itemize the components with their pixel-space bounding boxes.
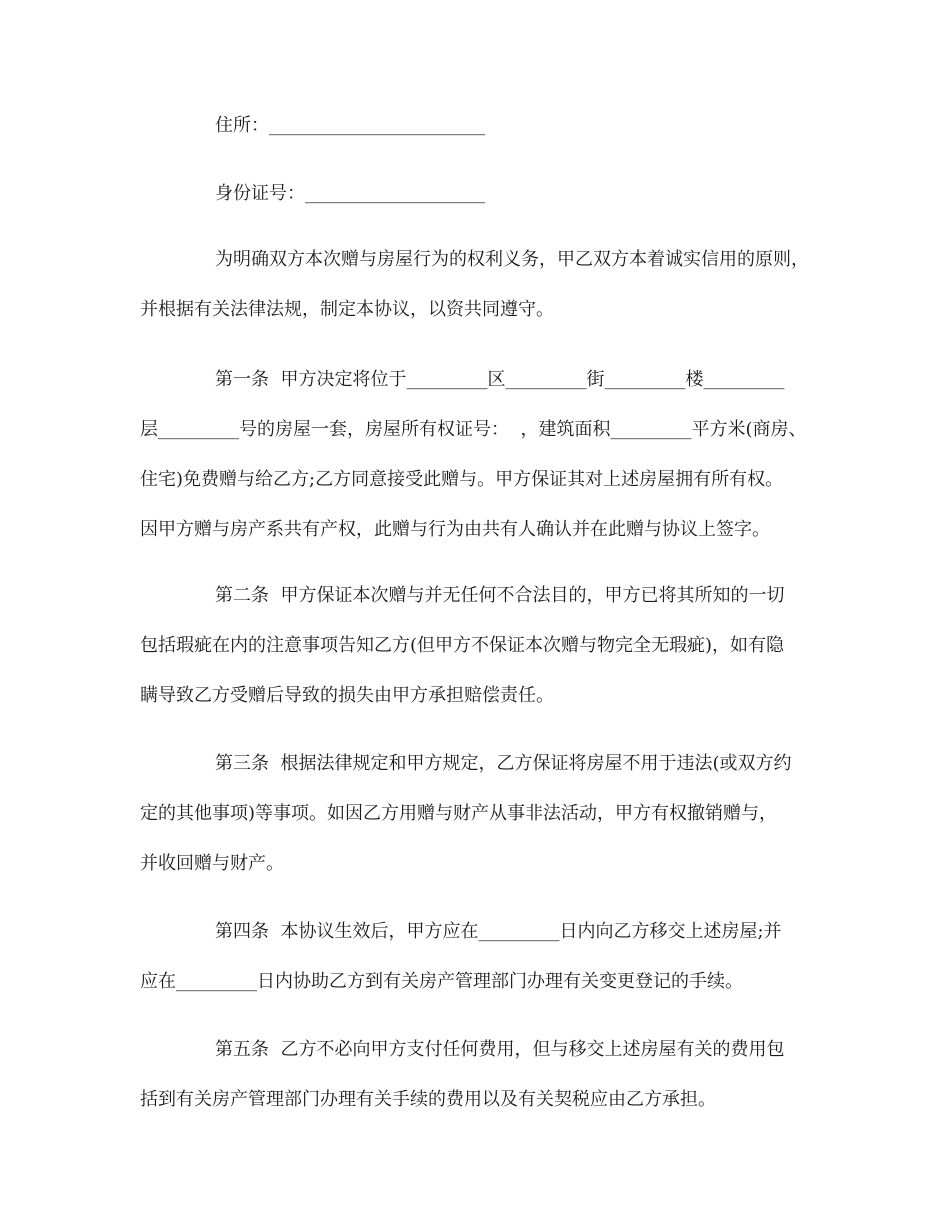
id-number-field-line: 身份证号：____________________ <box>215 183 485 204</box>
article-3-line-3: 并收回赠与财产。 <box>140 853 284 874</box>
article-2-line-3: 瞒导致乙方受赠后导致的损失由甲方承担赔偿责任。 <box>140 685 554 706</box>
address-field-line: 住所：________________________ <box>215 115 485 136</box>
article-3-line-2: 定的其他事项)等事项。如因乙方用赠与财产从事非法活动，甲方有权撤销赠与， <box>140 803 778 824</box>
article-1-line-3: 住宅)免费赠与给乙方;乙方同意接受此赠与。甲方保证其对上述房屋拥有所有权。 <box>140 469 784 490</box>
article-2-line-1: 第二条 甲方保证本次赠与并无任何不合法目的，甲方已将其所知的一切 <box>215 585 785 606</box>
article-1-line-1: 第一条 甲方决定将位于_________区_________街_________楼_________ <box>215 369 785 390</box>
preamble-line-2: 并根据有关法律法规，制定本协议，以资共同遵守。 <box>140 299 554 320</box>
article-4-line-2: 应在_________日内协助乙方到有关房产管理部门办理有关变更登记的手续。 <box>140 971 743 992</box>
article-1-line-2: 层_________号的房屋一套，房屋所有权证号： ，建筑面积_________平方米(商房、 <box>140 419 807 440</box>
article-5-line-1: 第五条 乙方不必向甲方支付任何费用，但与移交上述房屋有关的费用包 <box>215 1039 785 1060</box>
article-3-line-1: 第三条 根据法律规定和甲方规定，乙方保证将房屋不用于违法(或双方约 <box>215 753 792 774</box>
article-2-line-2: 包括瑕疵在内的注意事项告知乙方(但甲方不保证本次赠与物完全无瑕疵)，如有隐 <box>140 635 785 656</box>
article-5-line-2: 括到有关房产管理部门办理有关手续的费用以及有关契税应由乙方承担。 <box>140 1089 716 1110</box>
article-4-line-1: 第四条 本协议生效后，甲方应在_________日内向乙方移交上述房屋;并 <box>215 921 782 942</box>
article-1-line-4: 因甲方赠与房产系共有产权，此赠与行为由共有人确认并在此赠与协议上签字。 <box>140 519 770 540</box>
preamble-line-1: 为明确双方本次赠与房屋行为的权利义务，甲乙双方本着诚实信用的原则， <box>215 249 809 270</box>
